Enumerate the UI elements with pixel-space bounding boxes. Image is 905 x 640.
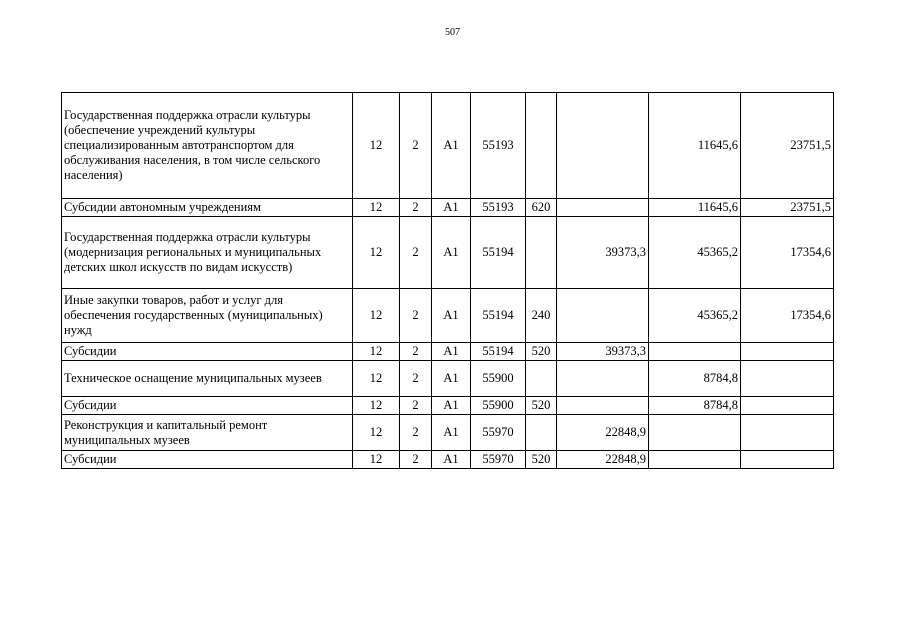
program-code: А1	[432, 361, 471, 397]
program-code: А1	[432, 93, 471, 199]
amount-1	[557, 199, 649, 217]
budget-table	[61, 92, 834, 469]
amount-1: 39373,3	[557, 217, 649, 289]
subsection-code: 2	[400, 199, 432, 217]
row-name: Иные закупки товаров, работ и услуг для обеспечения государственных (муниципальных) нужд	[62, 289, 353, 343]
amount-3: 17354,6	[741, 217, 834, 289]
row-name: Реконструкция и капитальный ремонт муниципальных музеев	[62, 415, 353, 451]
row-name: Субсидии	[62, 397, 353, 415]
section-code: 12	[353, 289, 400, 343]
amount-2: 11645,6	[649, 93, 741, 199]
table-row	[62, 397, 834, 415]
amount-1	[557, 361, 649, 397]
amount-3: 23751,5	[741, 93, 834, 199]
table-row	[62, 289, 834, 343]
amount-3	[741, 343, 834, 361]
expense-type-code: 240	[526, 289, 557, 343]
amount-1	[557, 397, 649, 415]
amount-2: 8784,8	[649, 397, 741, 415]
amount-1: 22848,9	[557, 451, 649, 469]
subsection-code: 2	[400, 415, 432, 451]
amount-3	[741, 451, 834, 469]
program-code: А1	[432, 199, 471, 217]
section-code: 12	[353, 343, 400, 361]
expense-type-code: 520	[526, 343, 557, 361]
program-code: А1	[432, 397, 471, 415]
amount-3	[741, 397, 834, 415]
row-name: Государственная поддержка отрасли культуры (модернизация региональных и муниципальных детских школ искусств по видам искусств)	[62, 217, 353, 289]
table-row	[62, 343, 834, 361]
target-code: 55194	[471, 217, 526, 289]
amount-2	[649, 415, 741, 451]
program-code: А1	[432, 451, 471, 469]
section-code: 12	[353, 361, 400, 397]
amount-2	[649, 451, 741, 469]
target-code: 55193	[471, 199, 526, 217]
subsection-code: 2	[400, 343, 432, 361]
subsection-code: 2	[400, 289, 432, 343]
section-code: 12	[353, 415, 400, 451]
table-row	[62, 451, 834, 469]
amount-3	[741, 361, 834, 397]
page-number: 507	[445, 27, 460, 38]
amount-2	[649, 343, 741, 361]
target-code: 55970	[471, 415, 526, 451]
subsection-code: 2	[400, 361, 432, 397]
target-code: 55900	[471, 361, 526, 397]
program-code: А1	[432, 217, 471, 289]
amount-3: 17354,6	[741, 289, 834, 343]
amount-2: 45365,2	[649, 289, 741, 343]
subsection-code: 2	[400, 451, 432, 469]
amount-2: 11645,6	[649, 199, 741, 217]
target-code: 55970	[471, 451, 526, 469]
program-code: А1	[432, 343, 471, 361]
section-code: 12	[353, 397, 400, 415]
amount-2: 45365,2	[649, 217, 741, 289]
row-name: Субсидии автономным учреждениям	[62, 199, 353, 217]
section-code: 12	[353, 451, 400, 469]
expense-type-code	[526, 415, 557, 451]
table-row	[62, 361, 834, 397]
subsection-code: 2	[400, 93, 432, 199]
amount-2: 8784,8	[649, 361, 741, 397]
amount-3: 23751,5	[741, 199, 834, 217]
subsection-code: 2	[400, 397, 432, 415]
expense-type-code: 520	[526, 397, 557, 415]
row-name: Государственная поддержка отрасли культуры (обеспечение учреждений культуры специализированным автотранспортом для обслуживания населения, в том числе сельского населения)	[62, 93, 353, 199]
expense-type-code	[526, 361, 557, 397]
amount-1	[557, 93, 649, 199]
target-code: 55900	[471, 397, 526, 415]
expense-type-code: 620	[526, 199, 557, 217]
expense-type-code	[526, 217, 557, 289]
table-row	[62, 93, 834, 199]
amount-1: 22848,9	[557, 415, 649, 451]
target-code: 55194	[471, 343, 526, 361]
amount-1: 39373,3	[557, 343, 649, 361]
section-code: 12	[353, 217, 400, 289]
row-name: Субсидии	[62, 451, 353, 469]
amount-3	[741, 415, 834, 451]
target-code: 55194	[471, 289, 526, 343]
table-row	[62, 217, 834, 289]
table-row	[62, 415, 834, 451]
program-code: А1	[432, 289, 471, 343]
target-code: 55193	[471, 93, 526, 199]
expense-type-code	[526, 93, 557, 199]
subsection-code: 2	[400, 217, 432, 289]
section-code: 12	[353, 199, 400, 217]
table-row	[62, 199, 834, 217]
program-code: А1	[432, 415, 471, 451]
amount-1	[557, 289, 649, 343]
row-name: Субсидии	[62, 343, 353, 361]
section-code: 12	[353, 93, 400, 199]
row-name: Техническое оснащение муниципальных музеев	[62, 361, 353, 397]
expense-type-code: 520	[526, 451, 557, 469]
